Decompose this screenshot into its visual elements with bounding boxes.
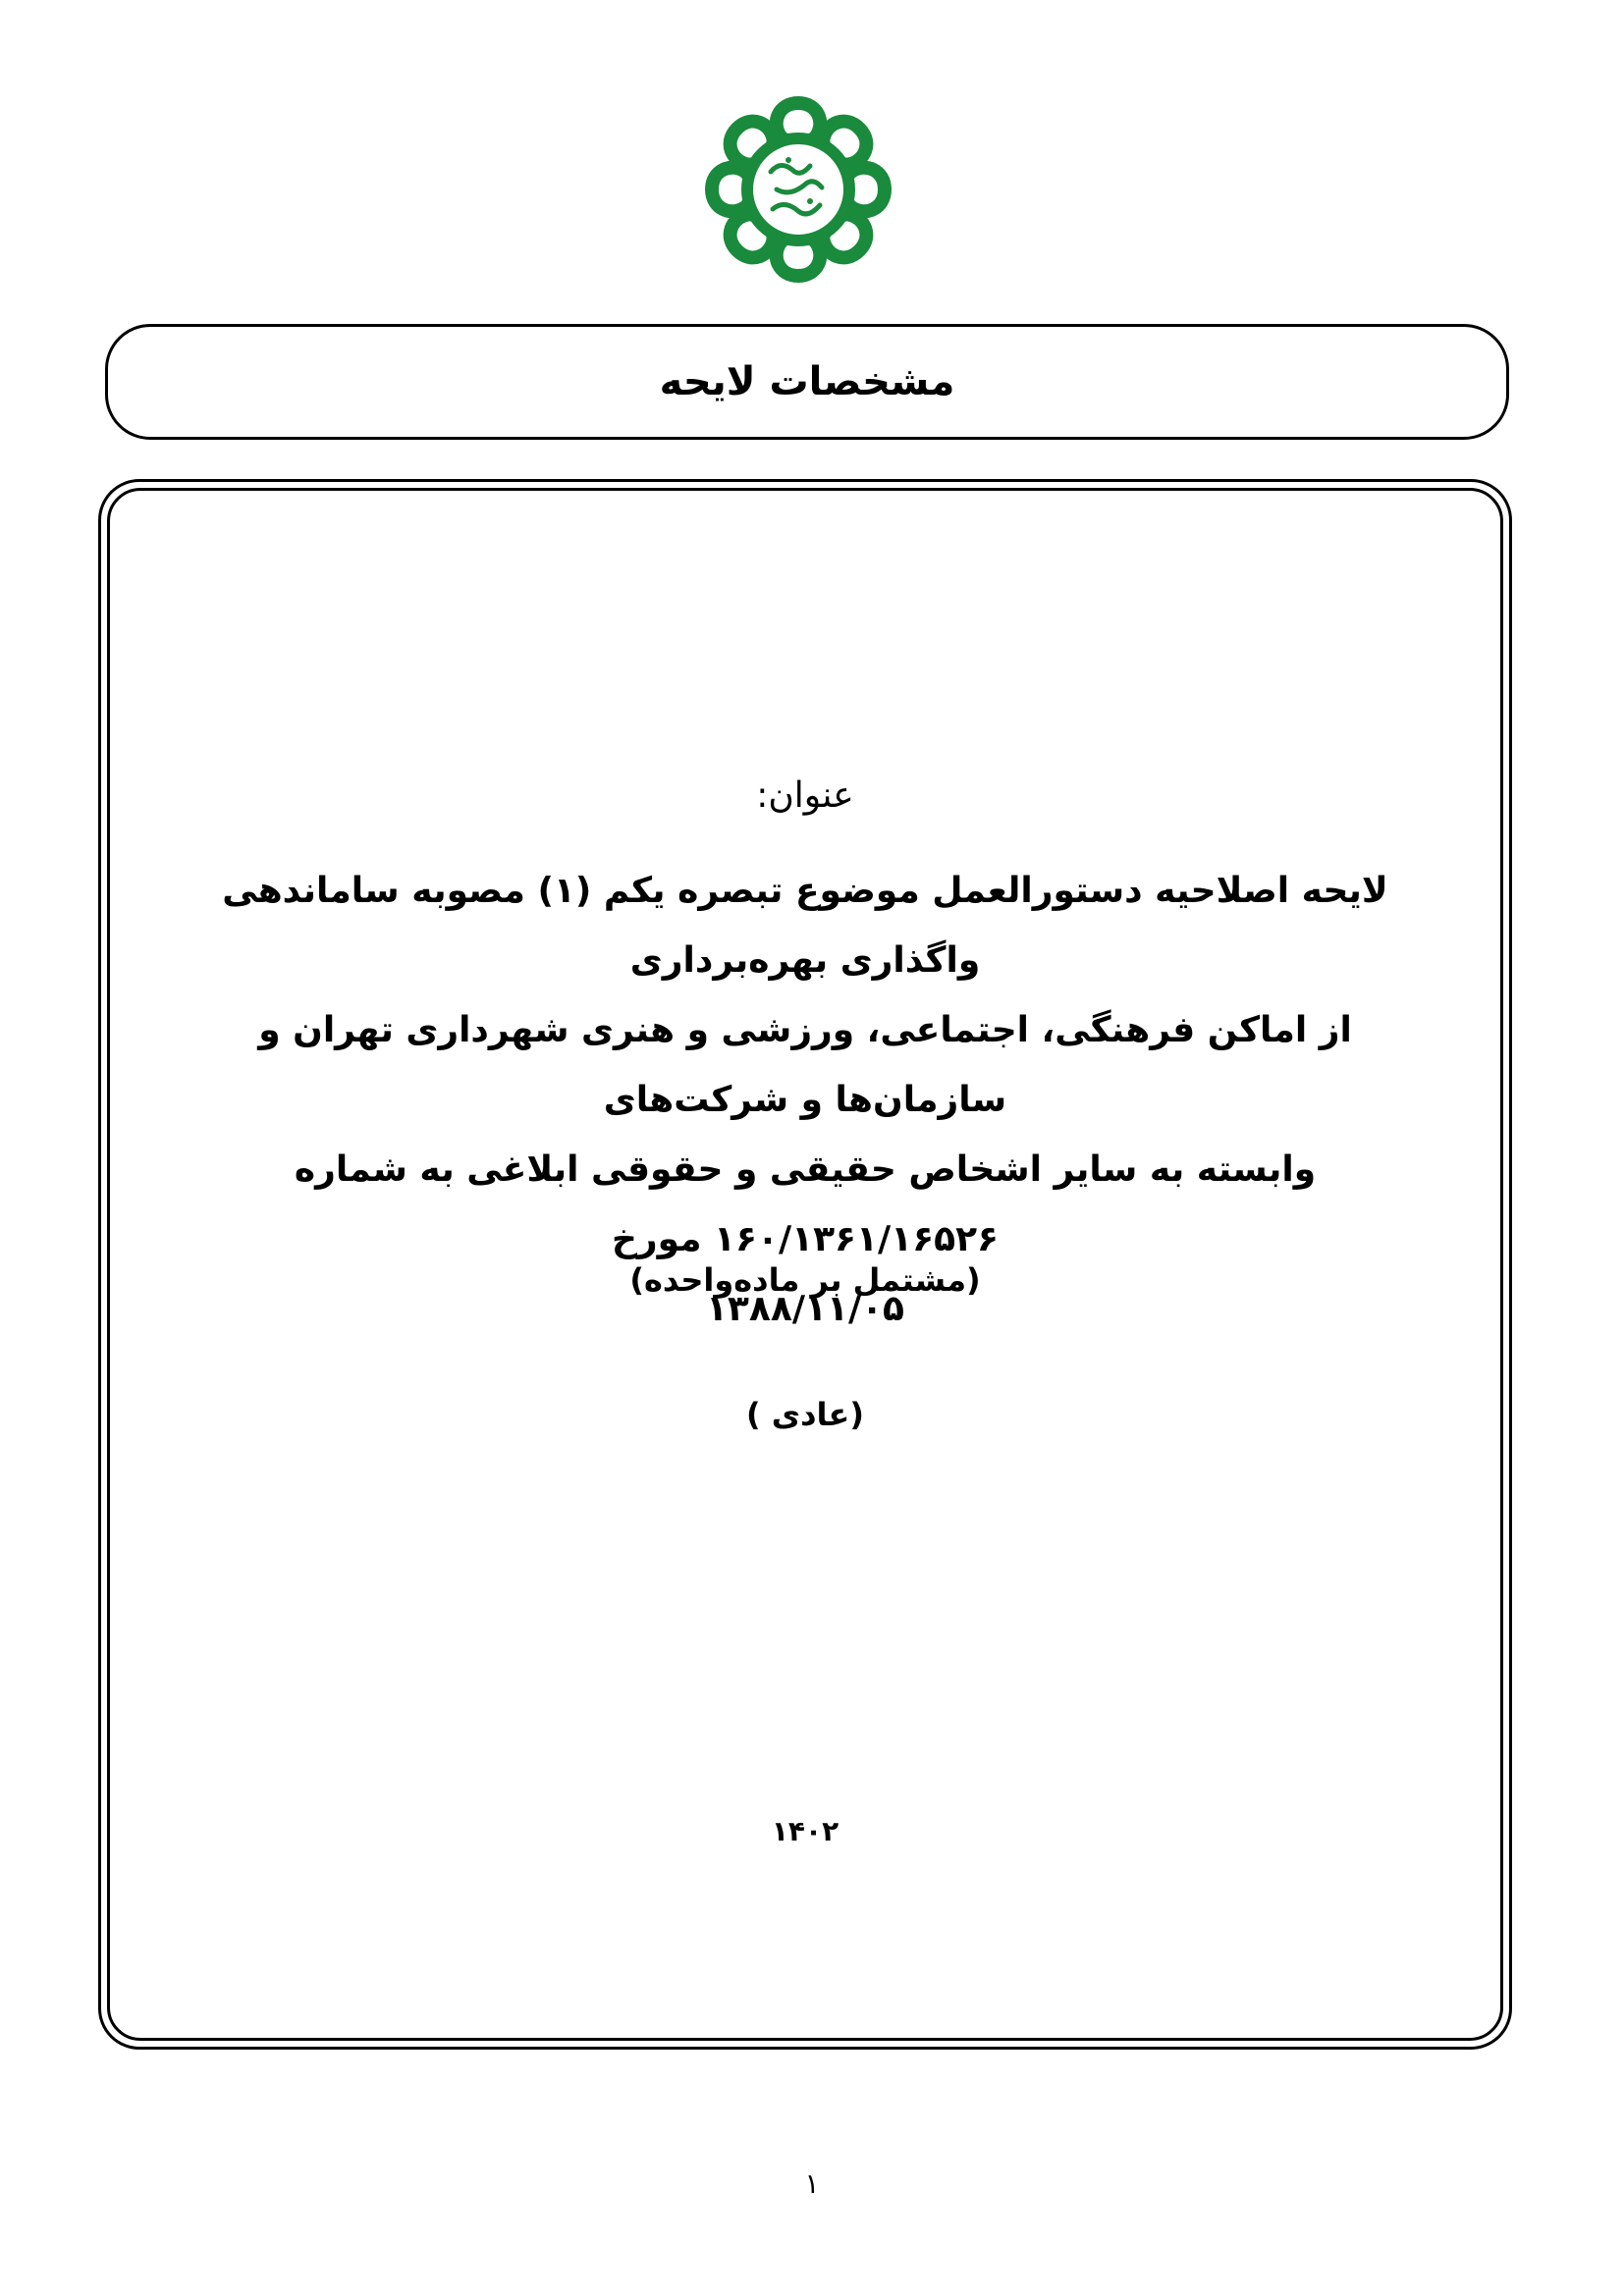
main-frame xyxy=(98,479,1512,2050)
subject-line: وابسته به سایر اشخاص حقیقی و حقوقی ابلاغی به شماره ۱۶۰/۱۳۶۱/۱۶۵۲۶ مورخ xyxy=(294,1149,1317,1259)
tehran-municipality-logo xyxy=(700,91,896,288)
content-note: (مشتمل بر ماده‌واحده) xyxy=(629,1261,981,1299)
type-note: (عادی ) xyxy=(745,1396,864,1433)
subject-line: ۱۳۸۸/۱۱/۰۵ xyxy=(705,1289,905,1329)
subject-line: لایحه اصلاحیه دستورالعمل موضوع تبصره یکم (۱) مصوبه ساماندهی واگذاری بهره‌برداری xyxy=(222,871,1388,981)
subject-label: عنوان: xyxy=(756,775,854,816)
document-header-title: مشخصات لایحه xyxy=(659,359,955,404)
page-number: ۱ xyxy=(804,2167,820,2200)
main-frame-inner xyxy=(107,488,1503,2041)
header-box xyxy=(105,324,1509,440)
year: ۱۴۰۲ xyxy=(771,1815,839,1847)
subject-line: از اماکن فرهنگی، اجتماعی، ورزشی و هنری شهرداری تهران و سازمان‌ها و شرکت‌های xyxy=(258,1010,1352,1120)
